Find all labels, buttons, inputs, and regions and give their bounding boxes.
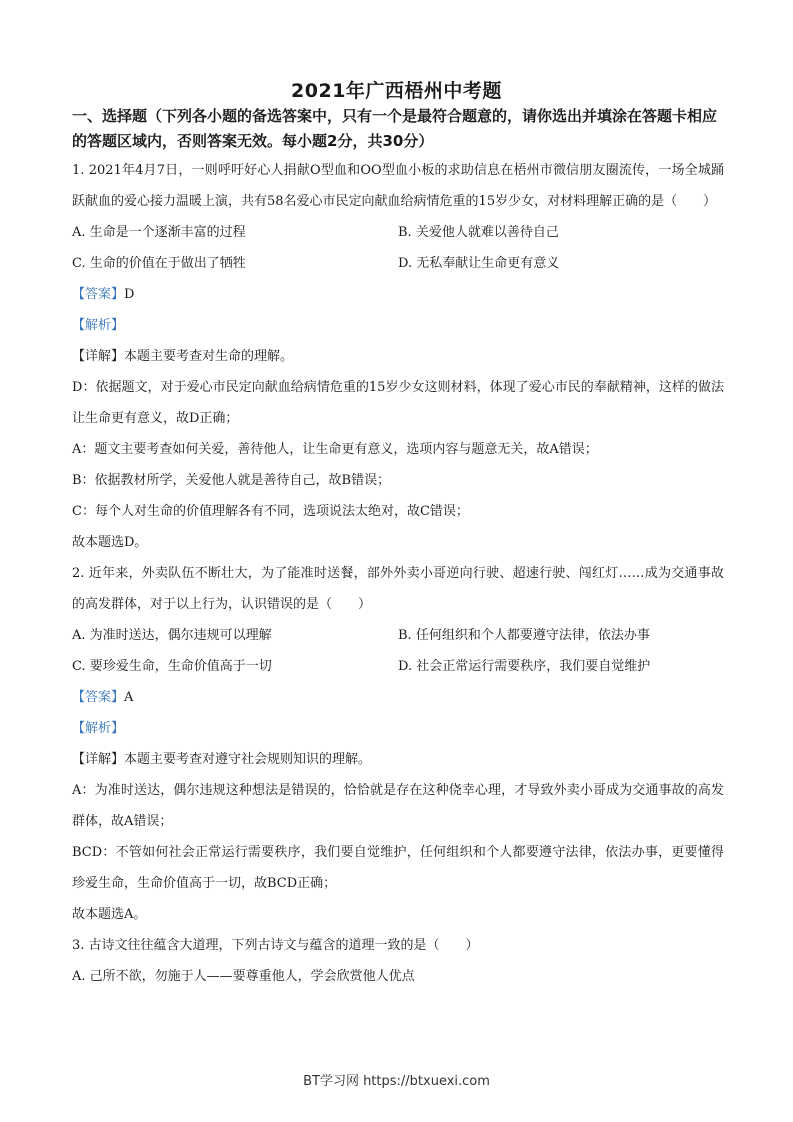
question-2-option-c: C. 要珍爱生命，生命价值高于一切: [72, 659, 272, 674]
question-1-conclusion: 故本题选D。: [72, 535, 148, 550]
detail-text: 本题主要考查对遵守社会规则知识的理解。: [124, 752, 372, 767]
question-2-conclusion: 故本题选A。: [72, 907, 147, 922]
question-1-answer: [72, 279, 724, 310]
question-3-option-a: A. 己所不欲，勿施于人——要尊重他人，学会欣赏他人优点: [72, 969, 415, 984]
question-1-stem: 1. 2021年4月7日，一则呼吁好心人捐献O型血和OO型血小板的求助信息在梧州市微信朋友圈流传，一场全城踊跃献血的爱心接力温暖上演，共有58名爱心市民定向献血给病情危重的15岁少女，对材料理解正确的是（ ）: [72, 163, 724, 209]
detail-text: 本题主要考查对生命的理解。: [124, 349, 294, 364]
detail-label: 【详解】: [72, 752, 125, 767]
question-1-options-row-2: [72, 248, 724, 279]
question-2-options-row-2: [72, 651, 724, 682]
question-2-option-b: B. 任何组织和个人都要遵守法律，依法办事: [398, 628, 650, 643]
analysis-label: 【解析】: [72, 721, 125, 736]
answer-value: A: [124, 690, 134, 705]
question-1-option-c: C. 生命的价值在于做出了牺牲: [72, 256, 246, 271]
answer-label: 【答案】: [72, 690, 125, 705]
question-1-explanation-b: B：依据教材所学，关爱他人就是善待自己，故B错误；: [72, 473, 391, 488]
question-2-analysis: [72, 713, 724, 744]
question-2-explanation-bcd: BCD：不管如何社会正常运行需要秩序，我们要自觉维护，任何组织和个人都要遵守法律，依法办事，更要懂得珍爱生命，生命价值高于一切，故BCD正确；: [72, 845, 724, 891]
question-2-option-a: A. 为准时送达，偶尔违规可以理解: [72, 628, 272, 643]
question-1-option-b: B. 关爱他人就难以善待自己: [398, 225, 559, 240]
question-1-options-row-1: [72, 217, 724, 248]
answer-value: D: [124, 287, 135, 302]
footer-watermark: BT学习网 https://btxuexi.com: [303, 1074, 490, 1089]
question-2-detail: [72, 744, 724, 775]
page-title: 2021年广西梧州中考题: [291, 80, 502, 102]
answer-label: 【答案】: [72, 287, 125, 302]
question-1-analysis: [72, 310, 724, 341]
question-1-detail: [72, 341, 724, 372]
question-1-explanation-a: A：题文主要考查如何关爱，善待他人，让生命更有意义，选项内容与题意无关，故A错误；: [72, 442, 598, 457]
question-2-answer: [72, 682, 724, 713]
question-1-explanation-c: C：每个人对生命的价值理解各有不同，选项说法太绝对，故C错误；: [72, 504, 469, 519]
analysis-label: 【解析】: [72, 318, 125, 333]
question-2-option-d: D. 社会正常运行需要秩序，我们要自觉维护: [398, 659, 651, 674]
question-2-options-row-1: [72, 620, 724, 651]
question-1-option-d: D. 无私奉献让生命更有意义: [398, 256, 560, 271]
question-3-stem: 3. 古诗文往往蕴含大道理，下列古诗文与蕴含的道理一致的是（ ）: [72, 938, 479, 953]
question-1-explanation-d: D：依据题文，对于爱心市民定向献血给病情危重的15岁少女这则材料，体现了爱心市民的奉献精神，这样的做法让生命更有意义，故D正确；: [72, 380, 724, 426]
detail-label: 【详解】: [72, 349, 125, 364]
question-1-option-a: A. 生命是一个逐渐丰富的过程: [72, 225, 246, 240]
question-2-explanation-a: A：为准时送达，偶尔违规这种想法是错误的，恰恰就是存在这种侥幸心理，才导致外卖小哥成为交通事故的高发群体，故A错误；: [72, 783, 724, 829]
question-2-stem: 2. 近年来，外卖队伍不断壮大，为了能准时送餐，部外外卖小哥逆向行驶、超速行驶、闯红灯……成为交通事故的高发群体，对于以上行为，认识错误的是（ ）: [72, 566, 724, 612]
questions: [72, 155, 724, 992]
section-heading: 一、选择题（下列各小题的备选答案中，只有一个是最符合题意的，请你选出并填涂在答题卡相应的答题区域内，否则答案无效。每小题2分，共30分）: [72, 107, 718, 150]
